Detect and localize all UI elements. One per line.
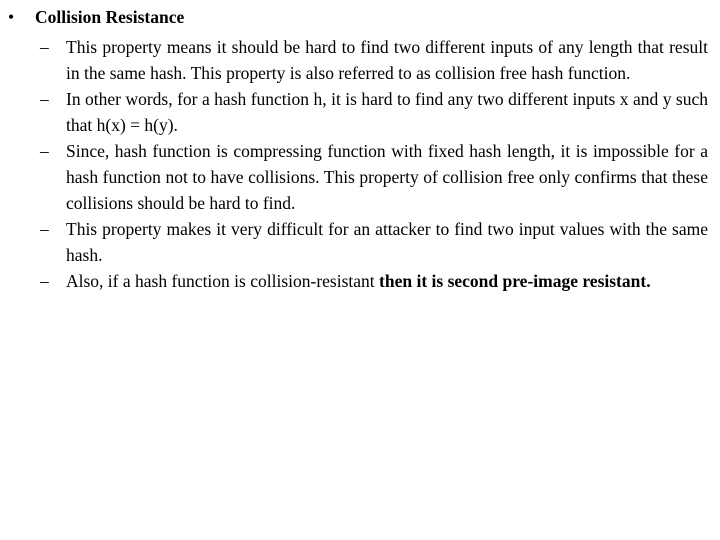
sub-bullet-item [40,138,708,216]
sub-bullet-list [40,34,708,294]
dash-icon: – [40,271,49,291]
sub-bullet-text: This property makes it very difficult for an attacker to find two input values with the same hash. [66,219,708,265]
dash-icon: – [40,89,49,109]
sub-bullet-text: Also, if a hash function is collision-resistant [66,271,380,291]
dash-icon: – [40,37,49,57]
sub-bullet-text: This property means it should be hard to find two different inputs of any length that result in the same hash. This property is also referred to as collision free hash function. [66,37,708,83]
bullet-icon: • [8,7,15,27]
sub-bullet-item [40,86,708,138]
sub-bullet-text: Since, hash function is compressing function with fixed hash length, it is impossible for a hash function not to have collisions. This property of collision free only confirms that these collisions should be hard to find. [66,141,708,213]
dash-icon: – [40,141,49,161]
sub-bullet-item [40,268,708,294]
sub-bullet-item [40,216,708,268]
sub-bullet-item [40,34,708,86]
dash-icon: – [40,219,49,239]
sub-bullet-text: In other words, for a hash function h, it is hard to find any two different inputs x and y such that h(x) = h(y). [66,89,708,135]
sub-bullet-bold-text: then it is second pre-image resistant. [379,271,651,291]
bullet-heading: Collision Resistance [35,7,185,27]
